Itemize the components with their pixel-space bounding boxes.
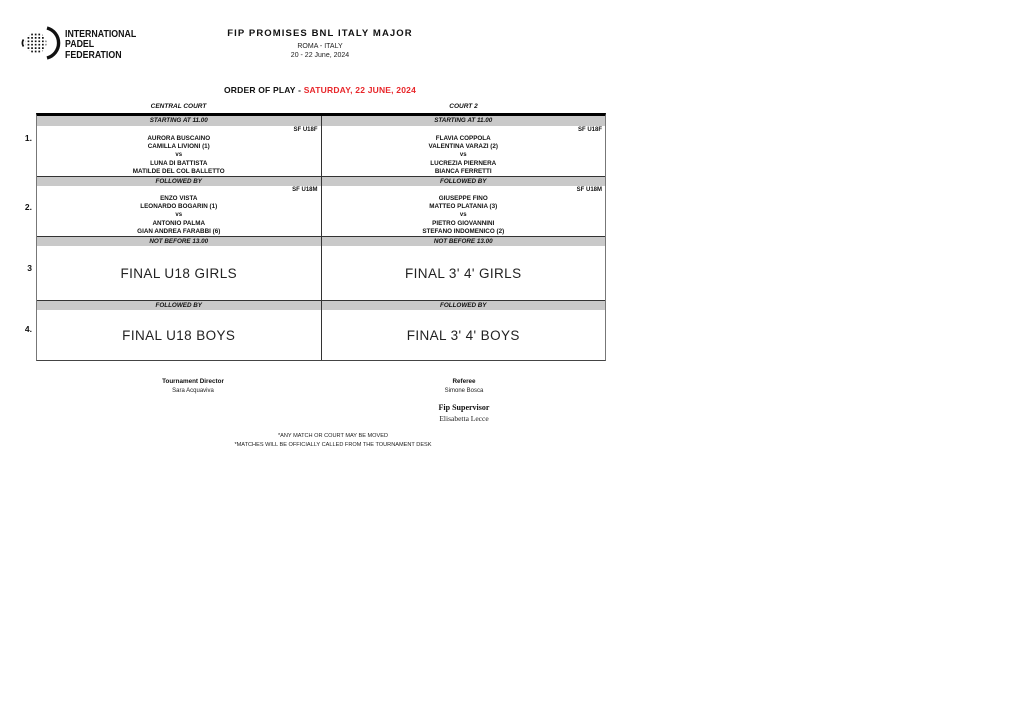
tournament-dates: 20 - 22 June, 2024 [290, 52, 350, 59]
session-band: FOLLOWED BY [37, 300, 321, 310]
match-category: SF U18F [577, 127, 602, 133]
row-number-2: 2. [24, 202, 32, 212]
tournament-director-block [128, 378, 258, 394]
tournament-location: ROMA - ITALY [297, 43, 343, 50]
referee-label: Referee [452, 378, 476, 385]
row-number-1: 1. [24, 133, 32, 143]
session-band: FOLLOWED BY [37, 176, 321, 186]
order-of-play-heading [0, 85, 640, 95]
ipf-logo-line: FEDERATION [65, 49, 122, 61]
final-match-text: FINAL 3' 4' GIRLS [405, 265, 522, 281]
player-name: MATTEO PLATANIA (3) [429, 203, 498, 211]
column-central-court [37, 116, 322, 360]
tournament-director-name: Sara Acquaviva [172, 388, 214, 394]
session-band: FOLLOWED BY [322, 176, 606, 186]
footnote-2: *MATCHES WILL BE OFFICIALLY CALLED FROM THE TOURNAMENT DESK [234, 442, 432, 448]
final-match-label [37, 246, 321, 300]
vs-label: vs [175, 212, 183, 219]
session-band: STARTING AT 11.00 [37, 116, 321, 126]
match-players [322, 135, 606, 176]
session-band: NOT BEFORE 13.00 [322, 236, 606, 246]
final-match-text: FINAL 3' 4' BOYS [406, 327, 520, 343]
court-headers [36, 103, 606, 110]
player-name: LUNA DI BATTISTA [150, 159, 208, 167]
vs-label: vs [175, 152, 183, 159]
match-players [322, 195, 606, 236]
fip-supervisor-label: Fip Supervisor [438, 403, 490, 412]
tournament-title: FIP PROMISES BNL ITALY MAJOR [227, 28, 413, 39]
row-number-4: 4. [24, 324, 32, 334]
player-name: BIANCA FERRETTI [434, 167, 492, 175]
player-name: STEFANO INDOMENICO (2) [422, 227, 505, 235]
match-category: SF U18M [576, 187, 602, 193]
player-name: ENZO VISTA [160, 195, 198, 203]
court-header-central: CENTRAL COURT [150, 103, 207, 110]
vs-label: vs [459, 152, 467, 159]
tournament-director-label: Tournament Director [162, 378, 224, 385]
session-band: FOLLOWED BY [322, 300, 606, 310]
player-name: CAMILLA LIVIONI (1) [147, 143, 210, 151]
fip-supervisor-name: Elisabetta Lecce [439, 414, 489, 423]
schedule-table [36, 113, 606, 361]
session-band: STARTING AT 11.00 [322, 116, 606, 126]
player-name: VALENTINA VARAZI (2) [428, 143, 498, 151]
ipf-logo-line: INTERNATIONAL [65, 28, 137, 40]
match-players [37, 195, 321, 236]
row-number-3: 3 [27, 263, 32, 273]
session-band: NOT BEFORE 13.00 [37, 236, 321, 246]
final-match-label [322, 246, 606, 300]
referee-name: Simone Bosca [444, 388, 484, 394]
court-header-court2: COURT 2 [449, 103, 478, 110]
fip-supervisor-block [400, 403, 528, 423]
vs-label: vs [459, 212, 467, 219]
player-name: LEONARDO BOGARIN (1) [140, 203, 218, 211]
final-match-text: FINAL U18 GIRLS [120, 265, 238, 281]
player-name: GIUSEPPE FINO [438, 195, 488, 203]
order-of-play-date: SATURDAY, 22 JUNE, 2024 [303, 85, 417, 95]
footnotes [13, 433, 653, 451]
match-category: SF U18M [292, 187, 318, 193]
column-court-2 [322, 116, 606, 360]
player-name: AURORA BUSCAINO [147, 135, 211, 143]
referee-block [400, 378, 528, 394]
final-match-label [37, 310, 321, 360]
order-of-play-label: ORDER OF PLAY - [223, 85, 304, 95]
match-category: SF U18F [293, 127, 318, 133]
final-match-text: FINAL U18 BOYS [122, 327, 236, 343]
player-name: LUCREZIA PIERNERA [430, 159, 497, 167]
final-match-label [322, 310, 606, 360]
player-name: FLAVIA COPPOLA [435, 135, 491, 143]
footnote-1: *ANY MATCH OR COURT MAY BE MOVED [277, 433, 389, 439]
match-players [37, 135, 321, 176]
ipf-logo-line: PADEL [65, 39, 95, 51]
player-name: GIAN ANDREA FARABBI (6) [137, 227, 221, 235]
player-name: ANTONIO PALMA [152, 219, 206, 227]
player-name: PIETRO GIOVANNINI [432, 219, 495, 227]
player-name: MATILDE DEL COL BALLETTO [132, 167, 225, 175]
